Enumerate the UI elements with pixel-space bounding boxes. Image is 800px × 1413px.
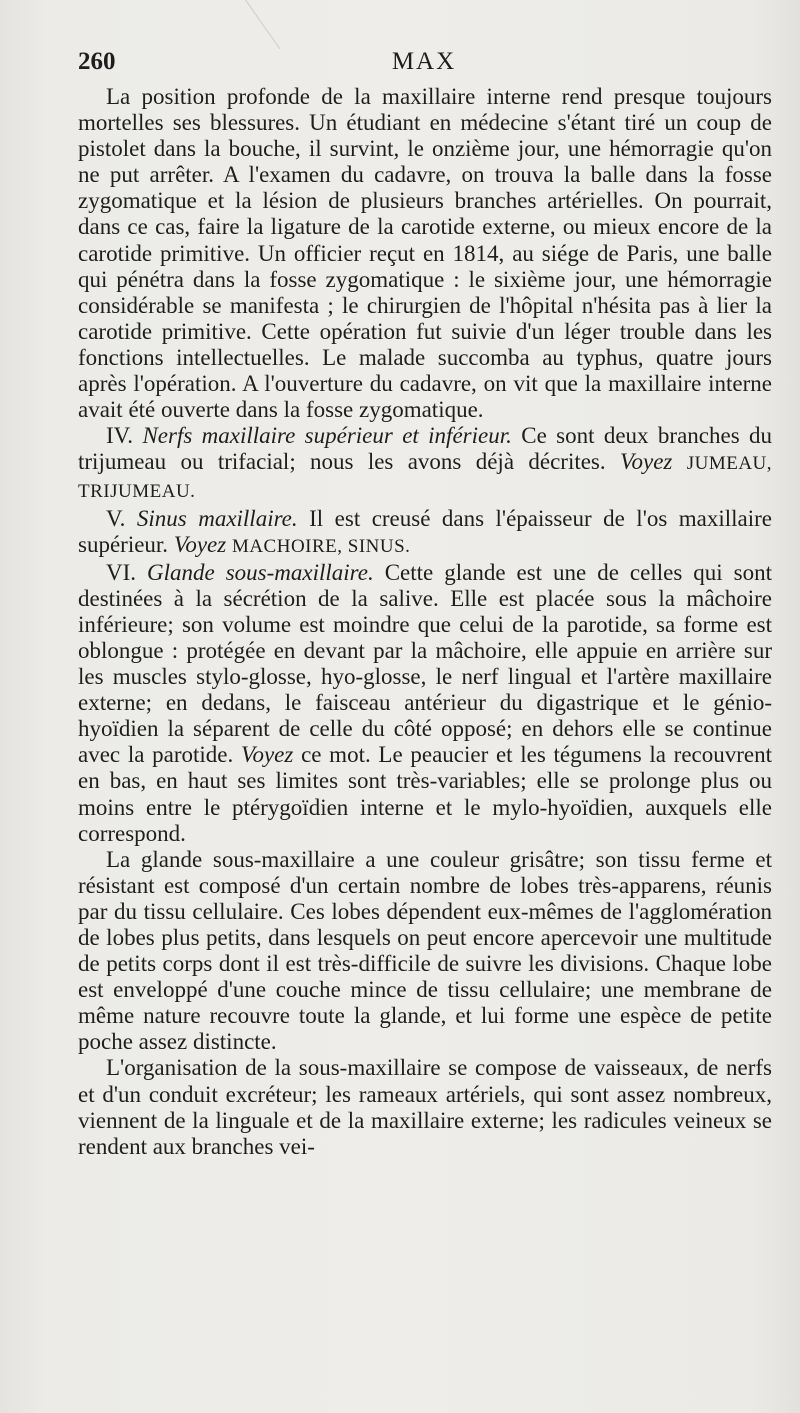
- voyez-label: Voyez: [619, 449, 673, 475]
- section-text: Ce sont deux branches du trijumeau ou trifacial; nous les avons déjà décrites.: [78, 423, 773, 475]
- running-head: MAX: [391, 48, 457, 75]
- page-header: [78, 48, 770, 80]
- paragraph: La glande sous-maxillaire a une couleur grisâtre; son tissu ferme et résistant est composé d'un certain nombre de lobes très-apparens, réunis par du tissu cellulaire. Ces lobes dépendent eux-mêmes de l'agglomération de lobes plus petits, dans lesquels on peut encore apercevoir une multitude de petits corps dont il est très-difficile de suivre les divisions. Chaque lobe est enveloppé d'une couche mince de tissu cellulaire; une membrane de même nature recouvre toute la glande, et lui forme une espèce de petite poche assez distincte.: [78, 846, 772, 1055]
- section-text: Il est creusé dans l'épaisseur de l'os maxillaire supérieur.: [78, 505, 773, 557]
- voyez-label: Voyez: [173, 531, 227, 557]
- voyez-label: Voyez: [240, 742, 294, 768]
- section-numeral: IV.: [106, 423, 134, 449]
- section-title: Nerfs maxillaire supérieur et inférieur.: [142, 423, 512, 449]
- paragraph: La position profonde de la maxillaire interne rend presque toujours mortelles ses blessures. Un étudiant en médecine s'étant tiré un coup de pistolet dans la bouche, il survint, le onzième jour, une hémorragie qu'on ne put arrêter. A l'examen du cadavre, on trouva la balle dans la fosse zygomatique et la lésion de plusieurs branches artérielles. On pourrait, dans ce cas, faire la ligature de la carotide externe, ou mieux encore de la carotide primitive. Un officier reçut en 1814, au siége de Paris, une balle qui pénétra dans la fosse zygomatique : le sixième jour, une hémorragie considérable se manifesta ; le chirurgien de l'hôpital n'hésita pas à lier la carotide primitive. Cette opération fut suivie d'un léger trouble dans les fonctions intellectuelles. Le malade succomba au typhus, quatre jours après l'opération. A l'ouverture du cadavre, on vit que la maxillaire interne avait été ouverte dans la fosse zygomatique.: [78, 84, 772, 423]
- section-numeral: V.: [106, 505, 126, 531]
- paragraph: [78, 506, 772, 560]
- cross-reference: JUMEAU, TRIJUMEAU.: [78, 453, 773, 503]
- page-number: 260: [78, 48, 116, 75]
- body-text: [78, 84, 772, 1160]
- paper-crease: [245, 0, 329, 49]
- paragraph: [78, 560, 772, 847]
- section-text: Cette glande est une de celles qui sont destinées à la sécrétion de la salive. Elle est placée sous la mâchoire inférieure; son volume est moindre que celui de la parotide, sa forme est oblongue : protégée en devant par la mâchoire, elle appuie en arrière sur les muscles stylo-glosse, hyo-glosse, le nerf lingual et l'artère maxillaire externe; en dedans, le faisceau antérieur du digastrique et le génio-hyoïdien la séparent de celle du côté opposé; en dehors elle se continue avec la parotide.: [78, 559, 772, 768]
- section-text: ce mot. Le peaucier et les tégumens la recouvrent en bas, en haut ses limites sont très-variables; elle se prolonge plus ou moins entre le ptérygoïdien interne et le mylo-hyoïdien, auxquels elle correspond.: [78, 742, 773, 846]
- section-numeral: VI.: [106, 559, 137, 585]
- cross-reference: MACHOIRE, SINUS.: [231, 535, 411, 557]
- section-title: Glande sous-maxillaire.: [147, 559, 374, 585]
- section-title: Sinus maxillaire.: [136, 505, 298, 531]
- paragraph: [78, 423, 772, 505]
- paragraph: L'organisation de la sous-maxillaire se compose de vaisseaux, de nerfs et d'un conduit excréteur; les rameaux artériels, qui sont assez nombreux, viennent de la linguale et de la maxillaire externe; les radicules veineux se rendent aux branches vei-: [78, 1055, 772, 1159]
